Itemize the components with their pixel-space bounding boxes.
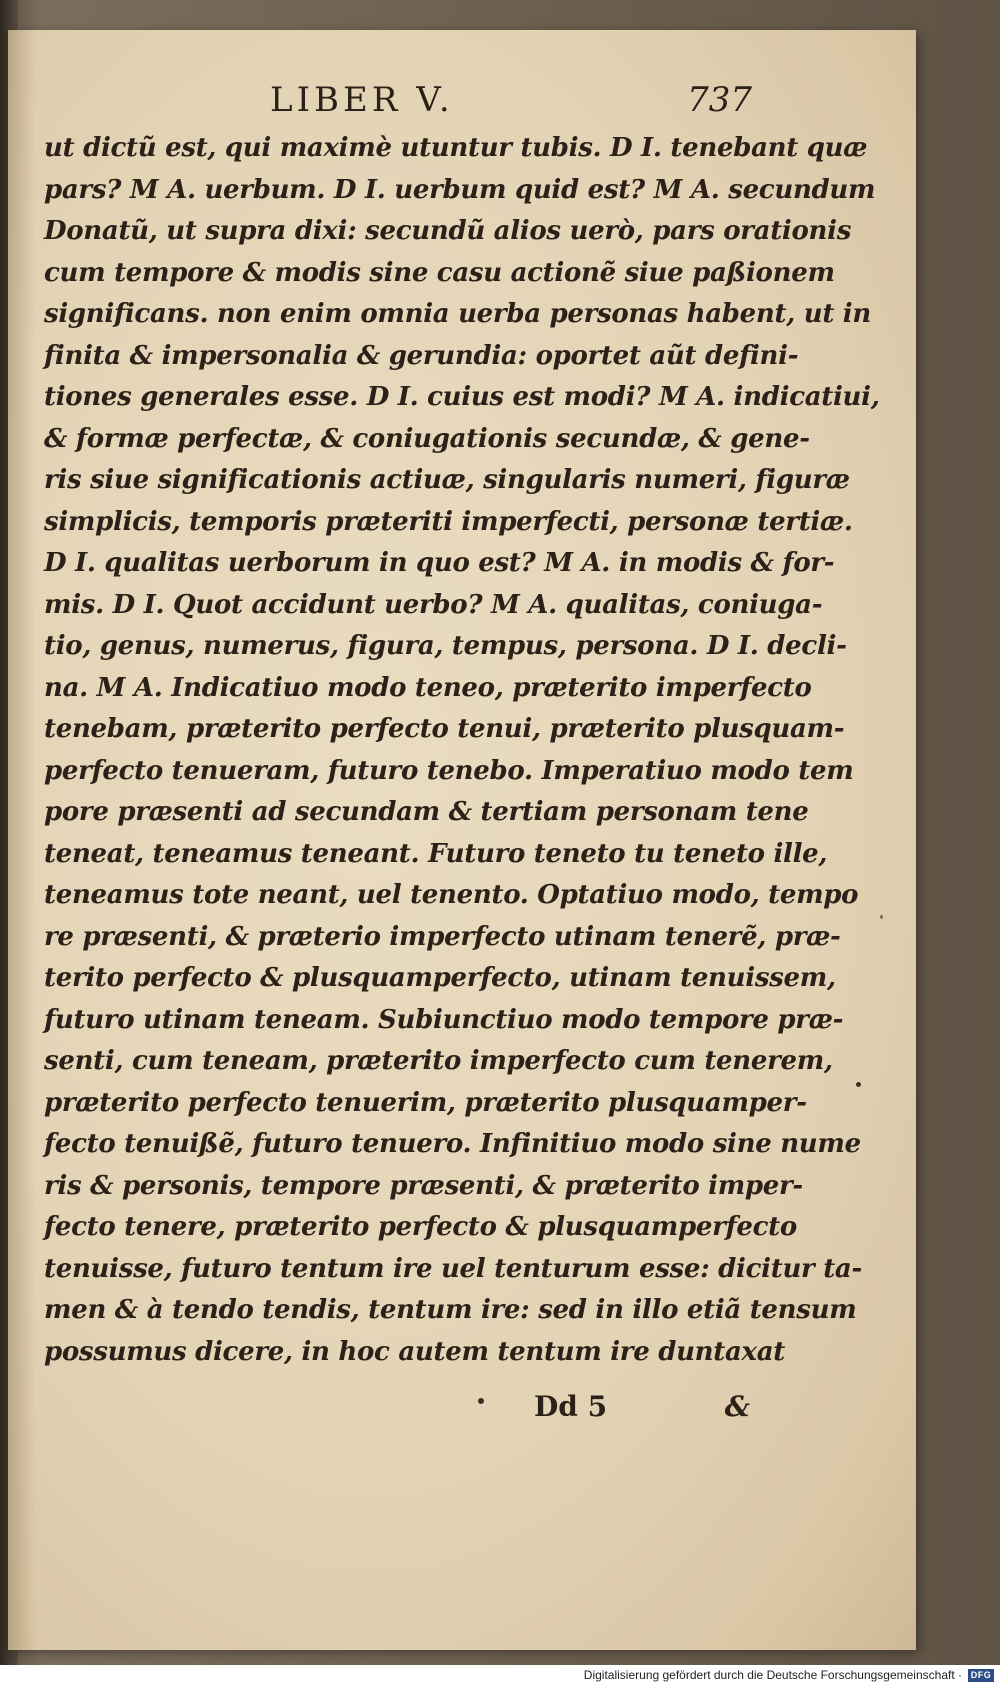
dfg-logo-icon: DFG xyxy=(968,1669,994,1682)
text-line: futuro utinam teneam. Subiunctiuo modo tempore præ- xyxy=(44,1004,844,1035)
ink-speck xyxy=(478,1398,484,1404)
running-head: LIBER V. xyxy=(270,80,454,120)
text-line: pars? M A. uerbum. D I. uerbum quid est? M A. secundum xyxy=(44,174,876,205)
page-gutter-shade xyxy=(8,30,36,1650)
text-line: & formæ perfectæ, & coniugationis secundæ, & gene- xyxy=(44,423,810,454)
text-line: mis. D I. Quot accidunt uerbo? M A. qualitas, coniuga- xyxy=(44,589,823,620)
catchword: & xyxy=(724,1390,750,1423)
page-footer-marks xyxy=(470,1390,770,1434)
text-line: pore præsenti ad secundam & tertiam personam tene xyxy=(44,797,809,827)
text-line: na. M A. Indicatiuo modo teneo, præterito imperfecto xyxy=(44,672,812,703)
text-line: fecto tenere, præterito perfecto & plusquamperfecto xyxy=(44,1212,797,1242)
text-line: D I. qualitas uerborum in quo est? M A. in modis & for- xyxy=(44,548,835,578)
ink-speck xyxy=(880,915,883,919)
text-line: re præsenti, & præterio imperfecto utinam tenerẽ, præ- xyxy=(44,921,841,952)
text-line: tenuisse, futuro tentum ire uel tenturum esse: dicitur ta- xyxy=(44,1253,862,1284)
text-line: tio, genus, numerus, figura, tempus, persona. D I. decli- xyxy=(44,631,847,661)
text-line: ris siue significationis actiuæ, singularis numeri, figuræ xyxy=(44,465,850,495)
text-line: tiones generales esse. D I. cuius est modi? M A. indicatiui, xyxy=(44,382,880,412)
text-line: simplicis, temporis præteriti imperfecti, personæ tertiæ. xyxy=(44,506,853,537)
text-line: senti, cum teneam, præterito imperfecto cum tenerem, xyxy=(44,1046,833,1076)
text-line: finita & impersonalia & gerundia: oportet aũt defini- xyxy=(44,340,799,371)
text-line: tenebam, præterito perfecto tenui, præterito plusquam- xyxy=(44,714,845,744)
text-line: præterito perfecto tenuerim, præterito plusquamper- xyxy=(44,1087,807,1118)
text-line: men & à tendo tendis, tentum ire: sed in illo etiã tensum xyxy=(44,1295,857,1325)
text-line: ut dictũ est, qui maximè utuntur tubis. D I. tenebant quæ xyxy=(44,133,868,163)
text-line: possumus dicere, in hoc autem tentum ire duntaxat xyxy=(44,1336,786,1367)
text-line: significans. non enim omnia uerba personas habent, ut in xyxy=(44,299,871,329)
text-line: ris & personis, tempore præsenti, & præterito imper- xyxy=(44,1170,803,1201)
text-line: fecto tenuißẽ, futuro tenuero. Infinitiuo modo sine nume xyxy=(44,1129,861,1159)
page-number: 737 xyxy=(687,80,752,120)
footer-credit: Digitalisierung gefördert durch die Deutsche Forschungsgemeinschaft · xyxy=(583,1668,962,1682)
ink-speck xyxy=(856,1082,861,1087)
body-text xyxy=(44,128,880,1373)
text-line: perfecto tenueram, futuro tenebo. Imperatiuo modo tem xyxy=(44,755,854,786)
text-line: cum tempore & modis sine casu actionẽ siue paßionem xyxy=(44,257,835,288)
digitization-footer xyxy=(0,1665,1000,1687)
page-header xyxy=(270,72,770,132)
signature-mark: Dd 5 xyxy=(534,1390,608,1423)
text-line: Donatũ, ut supra dixi: secundũ alios uerò, pars orationis xyxy=(44,216,852,246)
text-line: teneamus tote neant, uel tenento. Optatiuo modo, tempo xyxy=(44,880,859,910)
text-line: teneat, teneamus teneant. Futuro teneto tu teneto ille, xyxy=(44,838,828,869)
text-line: terito perfecto & plusquamperfecto, utinam tenuissem, xyxy=(44,963,836,993)
